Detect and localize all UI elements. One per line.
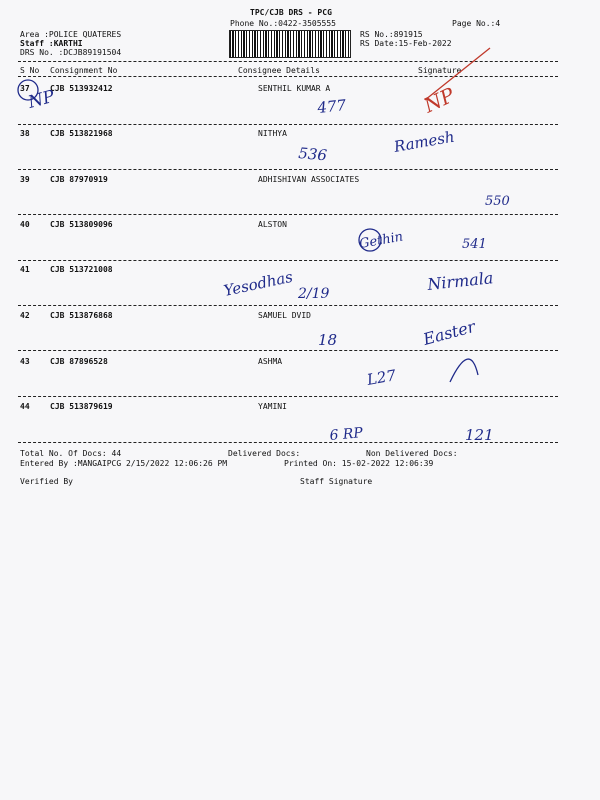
row-consignee: NITHYA [258, 129, 287, 138]
total-docs: Total No. Of Docs: 44 [20, 449, 122, 458]
hw-text: 2/19 [298, 286, 330, 302]
area-label: Area :POLICE QUATERES [20, 30, 122, 39]
hw-text: 536 [297, 144, 328, 165]
row-sno: 40 [20, 220, 30, 229]
hw-text: 121 [465, 426, 494, 444]
printed-on: Printed On: 15-02-2022 12:06:39 [284, 459, 434, 468]
hw-text: NP [419, 82, 459, 118]
page-number: Page No.:4 [452, 19, 501, 28]
row-consignee: SAMUEL DVID [258, 311, 311, 320]
handwritten-stroke [450, 359, 478, 382]
drs-number: DRS No. :DCJB89191504 [20, 48, 122, 57]
hw-text: NP [26, 86, 57, 113]
row-sno: 38 [20, 129, 30, 138]
staff-label: Staff :KARTHI [20, 39, 83, 48]
row-consignee: ADHISHIVAN ASSOCIATES [258, 175, 360, 184]
rs-date: RS Date:15-Feb-2022 [360, 39, 452, 48]
row-consignment: CJB 87970919 [50, 175, 108, 184]
hw-text: Easter [421, 316, 478, 349]
row-consignment: CJB 513879619 [50, 402, 113, 411]
row-consignment: CJB 513721008 [50, 265, 113, 274]
row-sno: 43 [20, 357, 30, 366]
row-sno: 41 [20, 265, 30, 274]
entered-by: Entered By :MANGAIPCG 2/15/2022 12:06:26 PM [20, 459, 228, 468]
document-title: TPC/CJB DRS - PCG [250, 8, 332, 17]
col-consignee: Consignee Details [238, 66, 320, 75]
row-consignment: CJB 513932412 [50, 84, 113, 93]
row-sno: 42 [20, 311, 30, 320]
row-consignment: CJB 87896528 [50, 357, 108, 366]
hw-text: 477 [316, 96, 347, 117]
delivered-docs: Delivered Docs: [228, 449, 301, 458]
hw-text: Yesodhas [222, 267, 295, 300]
hw-text: Ramesh [392, 127, 456, 156]
row-consignee: SENTHIL KUMAR A [258, 84, 331, 93]
hw-text: 541 [462, 237, 487, 252]
row-sno: 39 [20, 175, 30, 184]
phone-number: Phone No.:0422-3505555 [230, 19, 336, 28]
row-consignment: CJB 513876868 [50, 311, 113, 320]
non-delivered-docs: Non Delivered Docs: [366, 449, 458, 458]
hw-text: L27 [365, 366, 398, 389]
hw-text: 550 [485, 194, 510, 209]
row-consignee: YAMINI [258, 402, 287, 411]
hw-text: Gethin [358, 229, 405, 252]
col-consignment: Consignment No [50, 66, 118, 75]
rs-number: RS No.:891915 [360, 30, 423, 39]
row-consignee: ALSTON [258, 220, 287, 229]
hw-text: 18 [318, 331, 338, 349]
hw-text: 6 RP [328, 425, 364, 444]
hw-text: Nirmala [426, 268, 495, 294]
row-consignment: CJB 513809096 [50, 220, 113, 229]
col-signature: Signature [418, 66, 462, 75]
row-sno: 37 [20, 84, 30, 93]
staff-signature: Staff Signature [300, 477, 373, 486]
col-sno: S No [20, 66, 40, 75]
row-sno: 44 [20, 402, 30, 411]
row-consignment: CJB 513821968 [50, 129, 113, 138]
verified-by: Verified By [20, 477, 73, 486]
row-consignee: ASHMA [258, 357, 283, 366]
